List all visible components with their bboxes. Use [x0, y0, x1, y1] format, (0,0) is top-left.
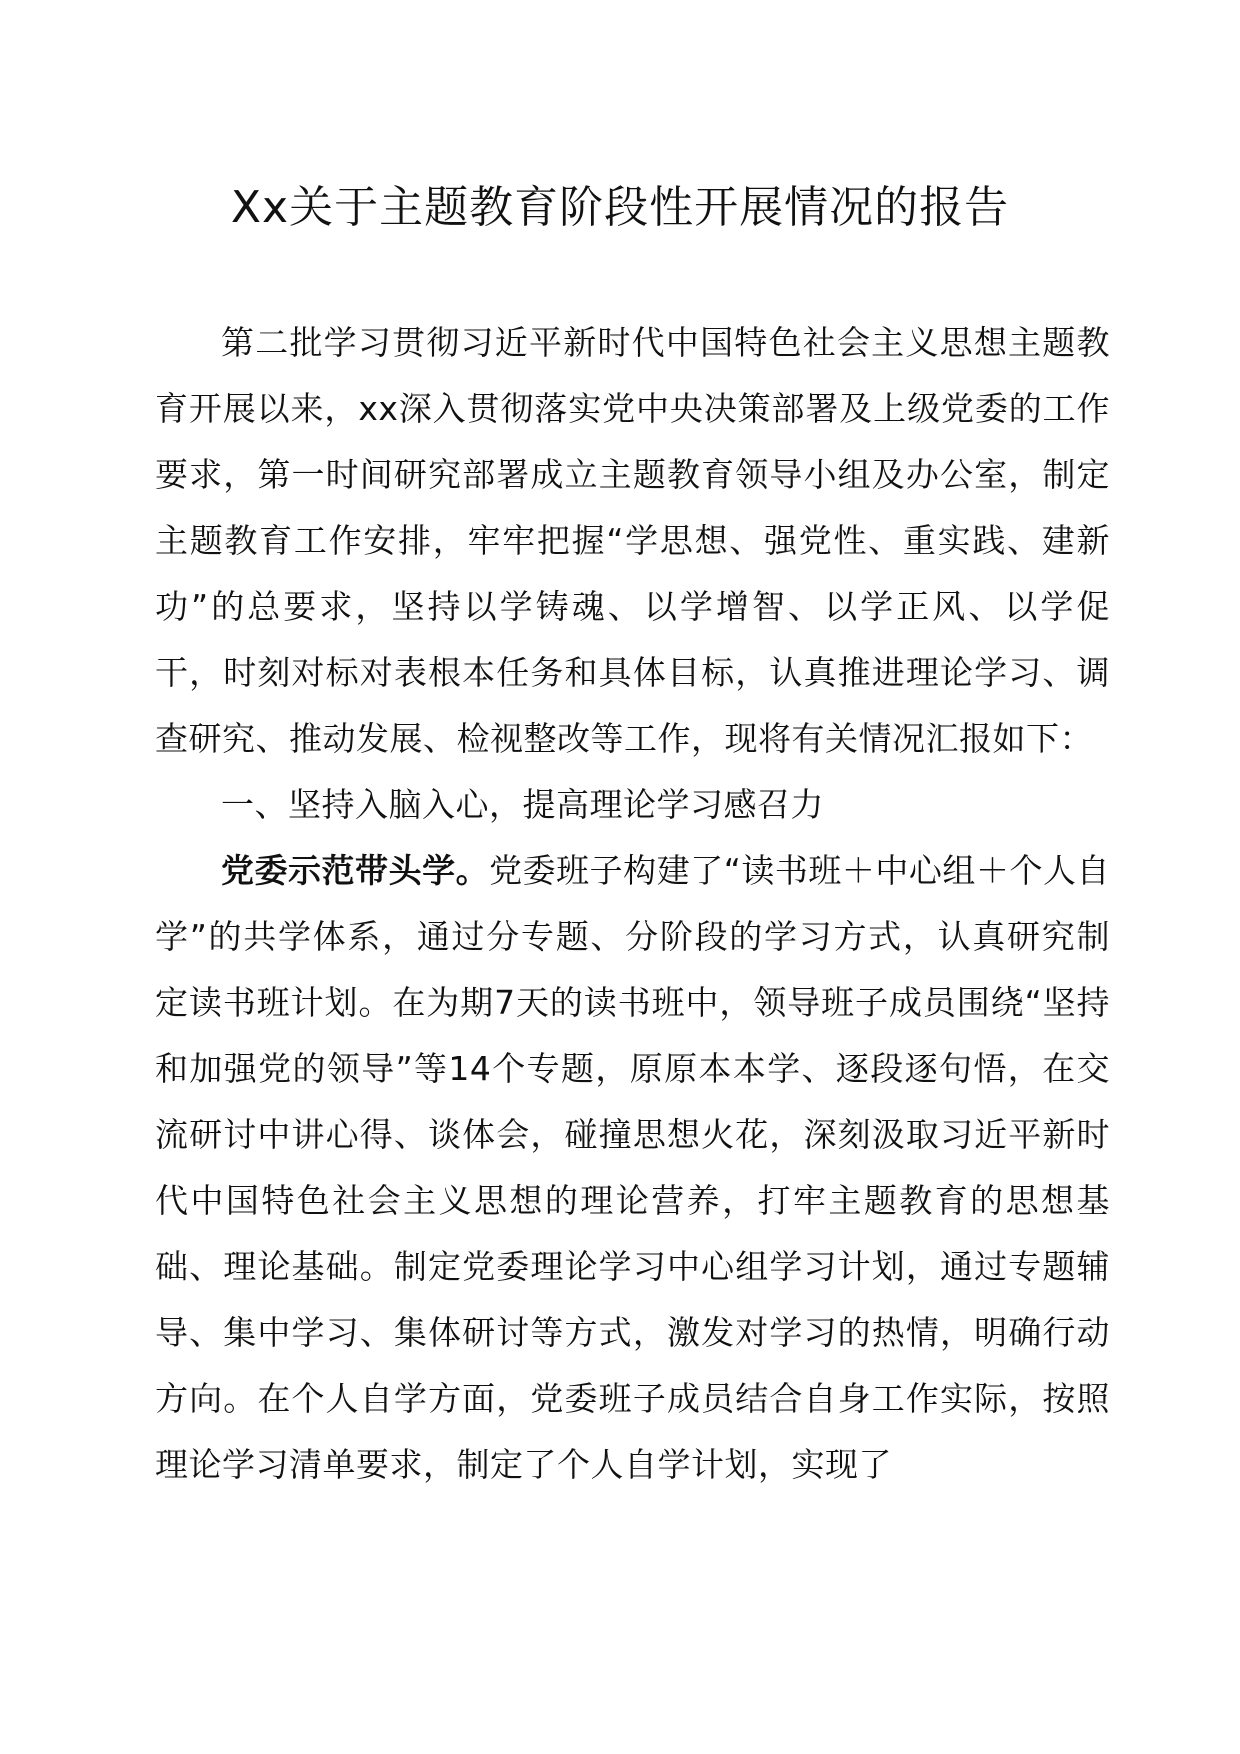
section-heading-1: 一、坚持入脑入心，提高理论学习感召力: [221, 785, 824, 824]
document-body: [155, 310, 1110, 1498]
section1-paragraph-1: [155, 838, 1110, 1498]
intro-paragraph: 第二批学习贯彻习近平新时代中国特色社会主义思想主题教育开展以来，xx深入贯彻落实党中央决策部署及上级党委的工作要求，第一时间研究部署成立主题教育领导小组及办公室，制定主题教育工作安排，牢牢把握“学思想、强党性、重实践、建新功”的总要求，坚持以学铸魂、以学增智、以学正风、以学促干，时刻对标对表根本任务和具体目标，认真推进理论学习、调查研究、推动发展、检视整改等工作，现将有关情况汇报如下：: [155, 323, 1110, 758]
document-title: Xx关于主题教育阶段性开展情况的报告: [230, 182, 1010, 233]
paragraph-bold-lead: 党委示范带头学。: [221, 851, 490, 890]
paragraph-body-text: 党委班子构建了“读书班＋中心组＋个人自学”的共学体系，通过分专题、分阶段的学习方式，认真研究制定读书班计划。在为期7天的读书班中，领导班子成员围绕“坚持和加强党的领导”等14个专题，原原本本学、逐段逐句悟，在交流研讨中讲心得、谈体会，碰撞思想火花，深刻汲取习近平新时代中国特色社会主义思想的理论营养，打牢主题教育的思想基础、理论基础。制定党委理论学习中心组学习计划，通过专题辅导、集中学习、集体研讨等方式，激发对学习的热情，明确行动方向。在个人自学方面，党委班子成员结合自身工作实际，按照理论学习清单要求，制定了个人自学计划，实现了: [155, 851, 1110, 1484]
